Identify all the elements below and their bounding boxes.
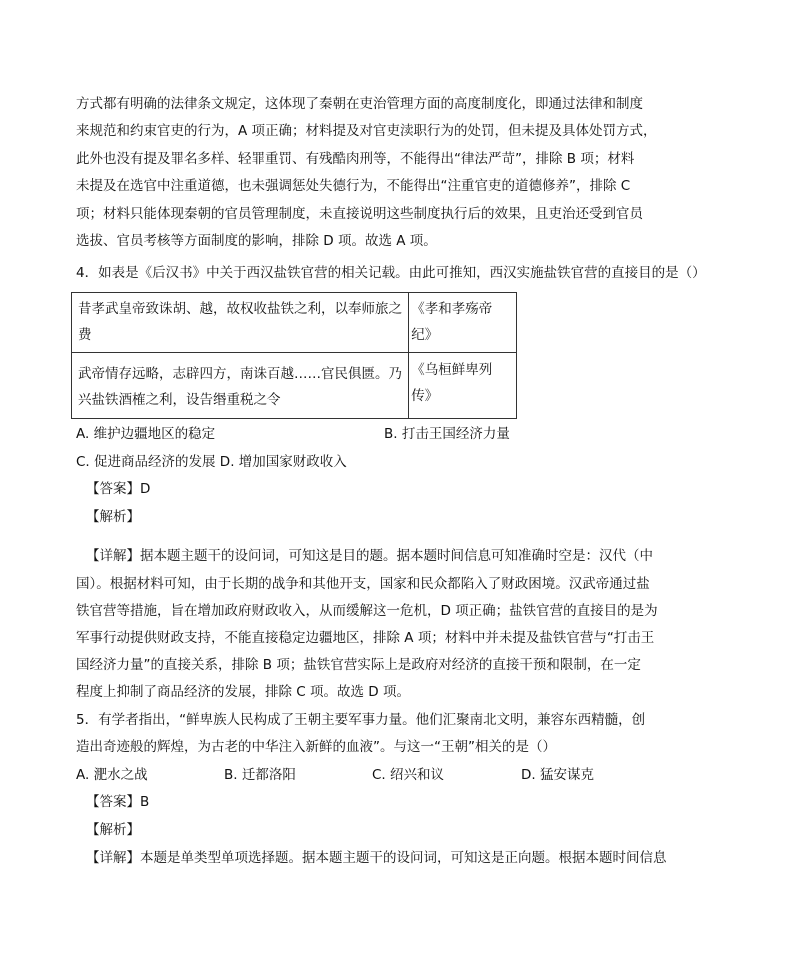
text-line: 选拔、官员考核等方面制度的影响，排除 D 项。故选 A 项。 — [76, 233, 437, 249]
text-line: 军事行动提供财政支持，不能直接稳定边疆地区，排除 A 项；材料中并未提及盐铁官营与“打击王 — [76, 630, 655, 646]
table-cell-source: 《乌桓鲜卑列传》 — [409, 353, 517, 419]
table-cell-quote: 昔孝武皇帝致诛胡、越，故权收盐铁之利，以奉师旅之费 — [72, 293, 409, 353]
analysis-label: 【解析】 — [86, 822, 140, 838]
text-line: 项；材料只能体现秦朝的官员管理制度，未直接说明这些制度执行后的效果，且吏治还受到官员 — [76, 206, 643, 222]
text-line: 国）。根据材料可知，由于长期的战争和其他开支，国家和民众都陷入了财政困境。汉武帝通过盐 — [76, 576, 650, 592]
question-5-stem: 造出奇迹般的辉煌，为古老的中华注入新鲜的血液”。与这一“王朝”相关的是（） — [76, 739, 556, 755]
table-row — [72, 293, 517, 353]
text-line: 未提及在选官中注重道德，也未强调惩处失德行为，不能得出“注重官吏的道德修养”，排除 C — [76, 178, 631, 194]
analysis-label: 【解析】 — [86, 509, 140, 525]
text-line: 方式都有明确的法律条文规定，这体现了秦朝在吏治管理方面的高度制度化，即通过法律和制度 — [76, 96, 643, 112]
option-d: D. 猛安谋克 — [521, 767, 594, 783]
question-5-stem: 5．有学者指出，“鲜卑族人民构成了王朝主要军事力量。他们汇聚南北文明，兼容东西精髓，创 — [76, 712, 646, 728]
option-b: B. 打击王国经济力量 — [384, 426, 510, 442]
text-line: 此外也没有提及罪名多样、轻罪重罚、有残酷肉刑等，不能得出“律法严苛”，排除 B 项；材料 — [76, 151, 635, 167]
text-line: 【详解】本题是单类型单项选择题。据本题主题干的设问词，可知这是正向题。根据本题时间信息 — [86, 850, 667, 866]
option-a: A. 维护边疆地区的稳定 — [76, 426, 216, 442]
option-b: B. 迁都洛阳 — [224, 767, 296, 783]
table-cell-quote: 武帝情存远略，志辟四方，南诛百越……官民俱匮。乃兴盐铁酒榷之利，设告缗重税之令 — [72, 353, 409, 419]
text-line: 程度上抑制了商品经济的发展，排除 C 项。故选 D 项。 — [76, 684, 410, 700]
text-line: 来规范和约束官吏的行为，A 项正确；材料提及对官吏渎职行为的处罚，但未提及具体处罚方式， — [76, 123, 657, 139]
source-table — [71, 292, 517, 419]
text-line: 国经济力量”的直接关系，排除 B 项；盐铁官营实际上是政府对经济的直接干预和限制，在一定 — [76, 657, 641, 673]
text-line: 【详解】据本题主题干的设问词，可知这是目的题。据本题时间信息可知准确时空是：汉代（中 — [86, 548, 653, 564]
table-row — [72, 353, 517, 419]
option-a: A. 淝水之战 — [76, 767, 148, 783]
answer-label: 【答案】B — [86, 794, 150, 810]
question-4-stem: 4．如表是《后汉书》中关于西汉盐铁官营的相关记载。由此可推知，西汉实施盐铁官营的直接目的是（） — [76, 265, 706, 281]
answer-label: 【答案】D — [86, 481, 151, 497]
table-cell-source: 《孝和孝殇帝纪》 — [409, 293, 517, 353]
text-line: 铁官营等措施，旨在增加政府财政收入，从而缓解这一危机，D 项正确；盐铁官营的直接目的是为 — [76, 603, 658, 619]
option-c: C. 绍兴和议 — [372, 767, 445, 783]
option-c-d: C. 促进商品经济的发展 D. 增加国家财政收入 — [76, 454, 347, 470]
